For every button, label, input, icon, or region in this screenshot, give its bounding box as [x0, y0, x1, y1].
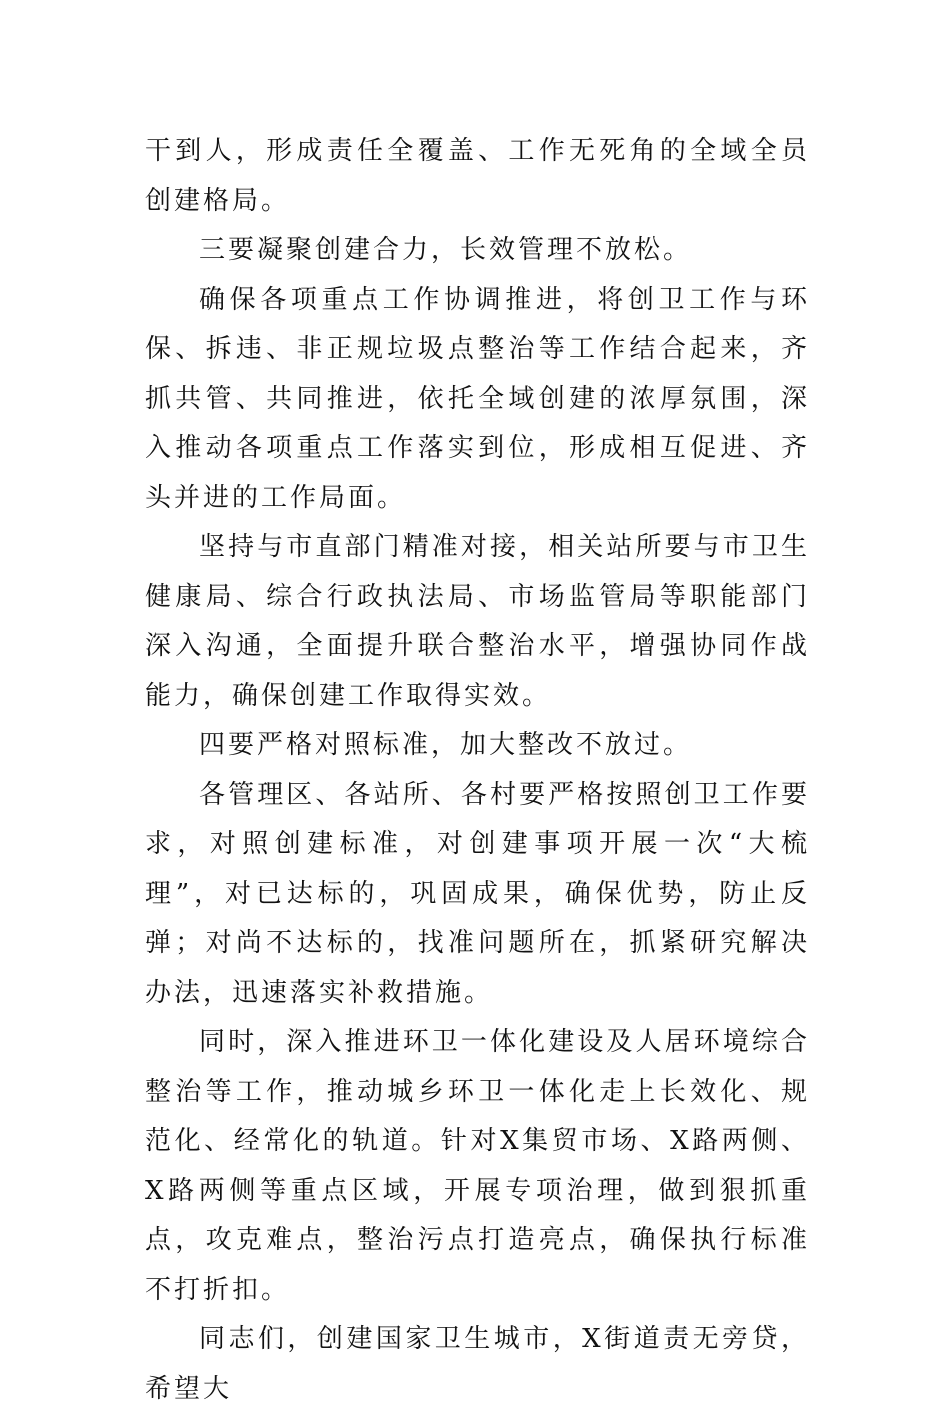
paragraph-heading-four: 四要严格对照标准，加大整改不放过。 — [199, 730, 693, 760]
paragraph: 确保各项重点工作协调推进，将创卫工作与环保、拆违、非正规垃圾点整治等工作结合起来，齐抓共管、共同推进，依托全域创建的浓厚氛围，深入推动各项重点工作落实到位，形成相互促进、齐头并进的工作局面。 — [145, 284, 810, 513]
document-body — [145, 127, 810, 1414]
paragraph-heading-three: 三要凝聚创建合力，长效管理不放松。 — [199, 235, 693, 265]
paragraph: 同时，深入推进环卫一体化建设及人居环境综合整治等工作，推动城乡环卫一体化走上长效化、规范化、经常化的轨道。针对X集贸市场、X路两侧、X路两侧等重点区域，开展专项治理，做到狠抓重点，攻克难点，整治污点打造亮点，确保执行标准不打折扣。 — [145, 1027, 810, 1305]
paragraph-closing: 同志们，创建国家卫生城市，X街道责无旁贷，希望大 — [145, 1324, 810, 1404]
paragraph: 坚持与市直部门精准对接，相关站所要与市卫生健康局、综合行政执法局、市场监管局等职能部门深入沟通，全面提升联合整治水平，增强协同作战能力，确保创建工作取得实效。 — [145, 532, 810, 711]
paragraph-continued: 干到人，形成责任全覆盖、工作无死角的全域全员创建格局。 — [145, 136, 810, 216]
paragraph: 各管理区、各站所、各村要严格按照创卫工作要求，对照创建标准，对创建事项开展一次“大梳理”，对已达标的，巩固成果，确保优势，防止反弹；对尚不达标的，找准问题所在，抓紧研究解决办法，迅速落实补救措施。 — [145, 779, 810, 1008]
